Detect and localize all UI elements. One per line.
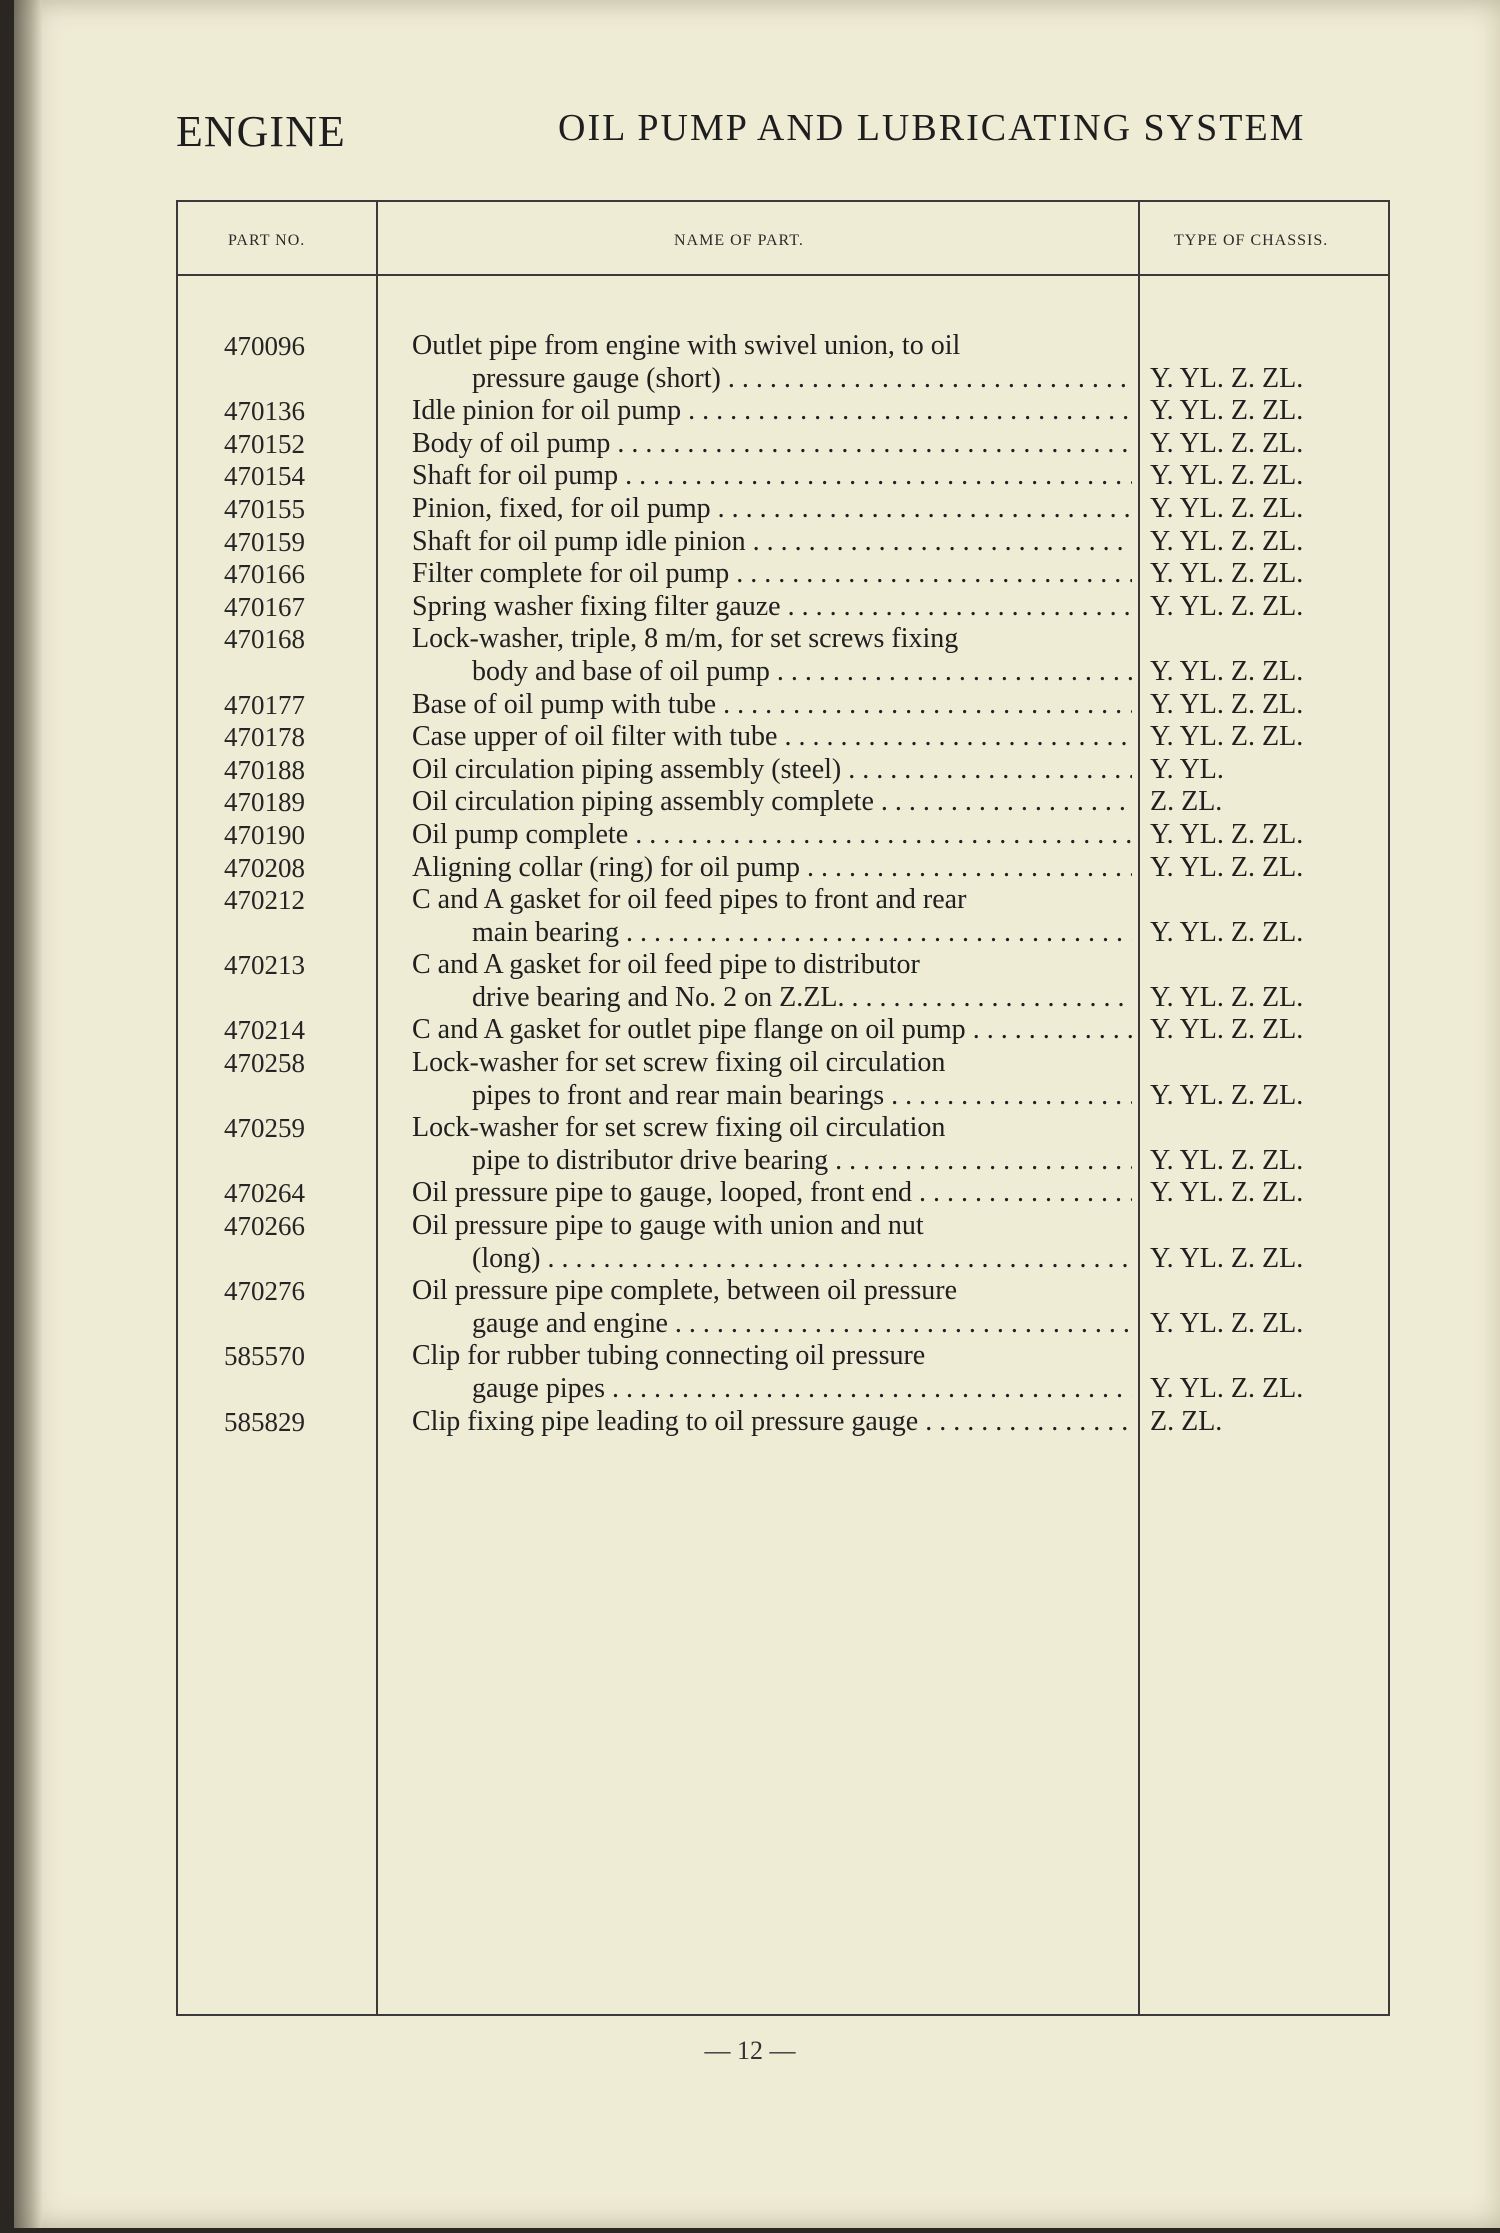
table-row-line: [176, 1112, 1390, 1145]
table-row-line: [176, 1340, 1390, 1373]
part-name-text: Lock-washer for set screw fixing oil circulation: [412, 1047, 946, 1079]
dot-leader: [618, 460, 1132, 491]
table-row: [176, 786, 1390, 819]
table-row-line: [176, 1047, 1390, 1080]
part-name-text: Oil circulation piping assembly complete: [412, 786, 874, 818]
table-row: [176, 1210, 1390, 1275]
table-row-line: [176, 656, 1390, 689]
table-row: [176, 1177, 1390, 1210]
part-name-text: main bearing: [472, 916, 619, 948]
part-name: [472, 1373, 1132, 1406]
part-number: 470167: [224, 591, 305, 622]
part-name-text: Idle pinion for oil pump: [412, 395, 682, 427]
part-name-text: Oil pressure pipe to gauge with union and nut: [412, 1210, 924, 1242]
part-number: 585570: [224, 1341, 305, 1372]
table-row-line: [176, 819, 1390, 852]
dot-leader: [918, 1406, 1132, 1437]
part-name: [412, 493, 1132, 526]
table-row: [176, 591, 1390, 624]
part-number: 470159: [224, 526, 305, 557]
chassis-type: Y. YL. Z. ZL.: [1150, 1373, 1304, 1404]
table-row-line: [176, 460, 1390, 493]
part-name: [412, 689, 1132, 722]
part-name: [412, 1275, 1132, 1308]
parts-table-body: [176, 330, 1390, 1438]
dot-leader: [800, 852, 1132, 883]
table-row: [176, 330, 1390, 395]
dot-leader: [711, 493, 1132, 524]
part-number: 470212: [224, 885, 305, 916]
table-row-line: [176, 1406, 1390, 1439]
part-name-text: Shaft for oil pump: [412, 460, 619, 492]
part-name-text: C and A gasket for outlet pipe flange on oil pump: [412, 1014, 966, 1046]
part-name-text: Oil pressure pipe to gauge, looped, front end: [412, 1177, 912, 1209]
table-row: [176, 493, 1390, 526]
dot-leader: [781, 591, 1132, 622]
part-name: [472, 1308, 1132, 1341]
part-number: 470266: [224, 1211, 305, 1242]
table-row-line: [176, 884, 1390, 917]
table-row-line: [176, 1275, 1390, 1308]
part-name-text: Shaft for oil pump idle pinion: [412, 525, 746, 557]
part-name-text: gauge and engine: [472, 1307, 668, 1339]
part-number: 470208: [224, 852, 305, 883]
table-row-line: [176, 1080, 1390, 1113]
table-row-line: [176, 786, 1390, 819]
dot-leader: [721, 363, 1132, 394]
dot-leader: [540, 1243, 1132, 1274]
part-name: [412, 428, 1132, 461]
table-row: [176, 819, 1390, 852]
part-name: [412, 591, 1132, 624]
table-row-line: [176, 395, 1390, 428]
part-name: [412, 460, 1132, 493]
table-row-line: [176, 363, 1390, 396]
table-row: [176, 395, 1390, 428]
part-number: 470152: [224, 428, 305, 459]
part-name-text: drive bearing and No. 2 on Z.ZL.: [472, 981, 845, 1013]
table-row-line: [176, 689, 1390, 722]
table-row: [176, 1014, 1390, 1047]
column-header-part-no: PART NO.: [228, 232, 306, 249]
table-row-line: [176, 982, 1390, 1015]
chassis-type: Y. YL. Z. ZL.: [1150, 395, 1304, 427]
dot-leader: [966, 1014, 1132, 1045]
part-name-text: Oil pressure pipe complete, between oil pressure: [412, 1275, 958, 1307]
chassis-type: Y. YL. Z. ZL.: [1150, 558, 1304, 590]
part-name-text: Filter complete for oil pump: [412, 558, 730, 590]
part-name-text: C and A gasket for oil feed pipe to distributor: [412, 949, 920, 981]
part-name-text: Outlet pipe from engine with swivel union, to oil: [412, 330, 961, 361]
part-name-text: Clip for rubber tubing connecting oil pressure: [412, 1340, 926, 1372]
part-name: [472, 917, 1132, 950]
part-name-text: pipes to front and rear main bearings: [472, 1079, 885, 1111]
page-spine-shadow: [14, 0, 42, 2228]
chassis-type: Y. YL. Z. ZL.: [1150, 851, 1304, 883]
part-name: [412, 1047, 1132, 1080]
chassis-type: Y. YL. Z. ZL.: [1150, 1242, 1304, 1274]
part-number: 470189: [224, 787, 305, 818]
table-row: [176, 754, 1390, 787]
table-row-line: [176, 330, 1390, 363]
table-row-line: [176, 1177, 1390, 1210]
section-heading: ENGINE: [176, 107, 346, 156]
part-name: [472, 1080, 1132, 1113]
part-name: [412, 395, 1132, 428]
chassis-type: Y. YL. Z. ZL.: [1150, 655, 1304, 687]
part-number: 585829: [224, 1406, 305, 1437]
part-number: 470258: [224, 1048, 305, 1079]
part-name-text: Spring washer fixing filter gauze: [412, 590, 781, 622]
chassis-type: Y. YL. Z. ZL.: [1150, 1177, 1304, 1209]
chassis-type: Y. YL. Z. ZL.: [1150, 1079, 1304, 1111]
part-number: 470276: [224, 1276, 305, 1307]
part-name: [412, 884, 1132, 917]
part-name-text: pressure gauge (short): [472, 362, 721, 394]
table-row-line: [176, 1210, 1390, 1243]
part-name: [412, 1340, 1132, 1373]
table-row: [176, 1047, 1390, 1112]
part-name: [412, 1406, 1132, 1439]
part-name-text: Body of oil pump: [412, 427, 611, 459]
table-row-line: [176, 1373, 1390, 1406]
part-name-text: Base of oil pump with tube: [412, 688, 717, 720]
part-name: [412, 786, 1132, 819]
part-number: 470190: [224, 819, 305, 850]
part-name: [412, 949, 1132, 982]
part-name-text: Case upper of oil filter with tube: [412, 721, 778, 753]
table-row: [176, 623, 1390, 688]
part-number: 470264: [224, 1178, 305, 1209]
dot-leader: [844, 982, 1132, 1013]
dot-leader: [874, 786, 1132, 817]
part-name: [412, 330, 1132, 363]
chassis-type: Y. YL. Z. ZL.: [1150, 1307, 1304, 1339]
part-number: 470166: [224, 559, 305, 590]
part-number: 470096: [224, 331, 305, 361]
table-row: [176, 1275, 1390, 1340]
part-name: [412, 1014, 1132, 1047]
part-number: 470213: [224, 950, 305, 981]
table-row: [176, 852, 1390, 885]
table-row-line: [176, 1308, 1390, 1341]
part-name: [472, 982, 1132, 1015]
table-row: [176, 721, 1390, 754]
chassis-type: Y. YL. Z. ZL.: [1150, 427, 1304, 459]
dot-leader: [884, 1080, 1132, 1111]
dot-leader: [716, 689, 1132, 720]
part-name-text: Pinion, fixed, for oil pump: [412, 492, 711, 524]
part-name-text: gauge pipes: [472, 1373, 605, 1404]
part-number: 470154: [224, 461, 305, 492]
table-row: [176, 689, 1390, 722]
part-number: 470168: [224, 624, 305, 655]
table-row: [176, 526, 1390, 559]
table-row: [176, 460, 1390, 493]
part-name: [412, 852, 1132, 885]
part-name-text: Aligning collar (ring) for oil pump: [412, 851, 801, 883]
part-name: [472, 1145, 1132, 1178]
table-row-line: [176, 852, 1390, 885]
table-row: [176, 428, 1390, 461]
part-name: [412, 721, 1132, 754]
part-name: [412, 1112, 1132, 1145]
table-row-line: [176, 1243, 1390, 1276]
part-number: 470259: [224, 1113, 305, 1144]
table-row-line: [176, 493, 1390, 526]
part-name-text: pipe to distributor drive bearing: [472, 1144, 829, 1176]
part-number: 470188: [224, 754, 305, 785]
part-name-text: C and A gasket for oil feed pipes to front and rear: [412, 884, 967, 916]
part-name-text: Oil pump complete: [412, 818, 629, 850]
table-row-line: [176, 721, 1390, 754]
table-row-line: [176, 526, 1390, 559]
dot-leader: [729, 558, 1132, 589]
dot-leader: [605, 1373, 1132, 1404]
part-number: 470178: [224, 722, 305, 753]
part-number: 470177: [224, 689, 305, 720]
chassis-type: Y. YL. Z. ZL.: [1150, 590, 1304, 622]
dot-leader: [628, 819, 1132, 850]
dot-leader: [777, 721, 1132, 752]
chassis-type: Y. YL. Z. ZL.: [1150, 688, 1304, 720]
table-row: [176, 1112, 1390, 1177]
chassis-type: Y. YL. Z. ZL.: [1150, 818, 1304, 850]
table-row: [176, 558, 1390, 591]
chassis-type: Z. ZL.: [1150, 1405, 1223, 1437]
part-name: [412, 1210, 1132, 1243]
chassis-type: Y. YL. Z. ZL.: [1150, 525, 1304, 557]
chassis-type: Y. YL. Z. ZL.: [1150, 1014, 1304, 1046]
dot-leader: [619, 917, 1132, 948]
chassis-type: Y. YL. Z. ZL.: [1150, 981, 1304, 1013]
table-row-line: [176, 1145, 1390, 1178]
dot-leader: [841, 754, 1132, 785]
dot-leader: [746, 526, 1132, 557]
part-name: [412, 558, 1132, 591]
table-row-line: [176, 591, 1390, 624]
dot-leader: [912, 1177, 1132, 1208]
table-row: [176, 1340, 1390, 1405]
table-row-line: [176, 623, 1390, 656]
table-row: [176, 884, 1390, 949]
part-name-text: Oil circulation piping assembly (steel): [412, 753, 842, 785]
part-name: [412, 819, 1132, 852]
dot-leader: [610, 428, 1132, 459]
chassis-type: Y. YL.: [1150, 753, 1224, 785]
chassis-type: Y. YL. Z. ZL.: [1150, 916, 1304, 948]
table-row-line: [176, 754, 1390, 787]
table-row: [176, 1406, 1390, 1439]
part-name: [412, 526, 1132, 559]
part-name-text: body and base of oil pump: [472, 655, 770, 687]
part-name: [472, 656, 1132, 689]
chassis-type: Y. YL. Z. ZL.: [1150, 492, 1304, 524]
chassis-type: Y. YL. Z. ZL.: [1150, 460, 1304, 492]
table-row-line: [176, 558, 1390, 591]
part-name-text: Lock-washer, triple, 8 m/m, for set screws fixing: [412, 623, 959, 655]
page-number: — 12 —: [704, 2036, 796, 2065]
column-header-chassis: TYPE OF CHASSIS.: [1174, 232, 1329, 249]
part-number: 470155: [224, 493, 305, 524]
header-divider: [178, 274, 1388, 276]
column-header-name: NAME OF PART.: [674, 232, 804, 249]
dot-leader: [828, 1145, 1132, 1176]
part-number: 470214: [224, 1015, 305, 1046]
chassis-type: Y. YL. Z. ZL.: [1150, 1144, 1304, 1176]
chassis-type: Y. YL. Z. ZL.: [1150, 362, 1304, 394]
part-name: [412, 623, 1132, 656]
page-title: OIL PUMP AND LUBRICATING SYSTEM: [558, 107, 1306, 149]
part-name: [412, 754, 1132, 787]
chassis-type: Z. ZL.: [1150, 786, 1223, 818]
dot-leader: [770, 656, 1132, 687]
table-row-line: [176, 428, 1390, 461]
part-name: [412, 1177, 1132, 1210]
table-row-line: [176, 917, 1390, 950]
part-number: 470136: [224, 396, 305, 427]
chassis-type: Y. YL. Z. ZL.: [1150, 721, 1304, 753]
dot-leader: [681, 395, 1132, 426]
part-name: [472, 1243, 1132, 1276]
table-row-line: [176, 949, 1390, 982]
table-row: [176, 949, 1390, 1014]
part-name-text: (long): [472, 1242, 541, 1274]
part-name-text: Clip fixing pipe leading to oil pressure gauge: [412, 1405, 919, 1437]
table-row-line: [176, 1014, 1390, 1047]
dot-leader: [668, 1308, 1132, 1339]
part-name: [472, 363, 1132, 396]
part-name-text: Lock-washer for set screw fixing oil circulation: [412, 1112, 946, 1144]
